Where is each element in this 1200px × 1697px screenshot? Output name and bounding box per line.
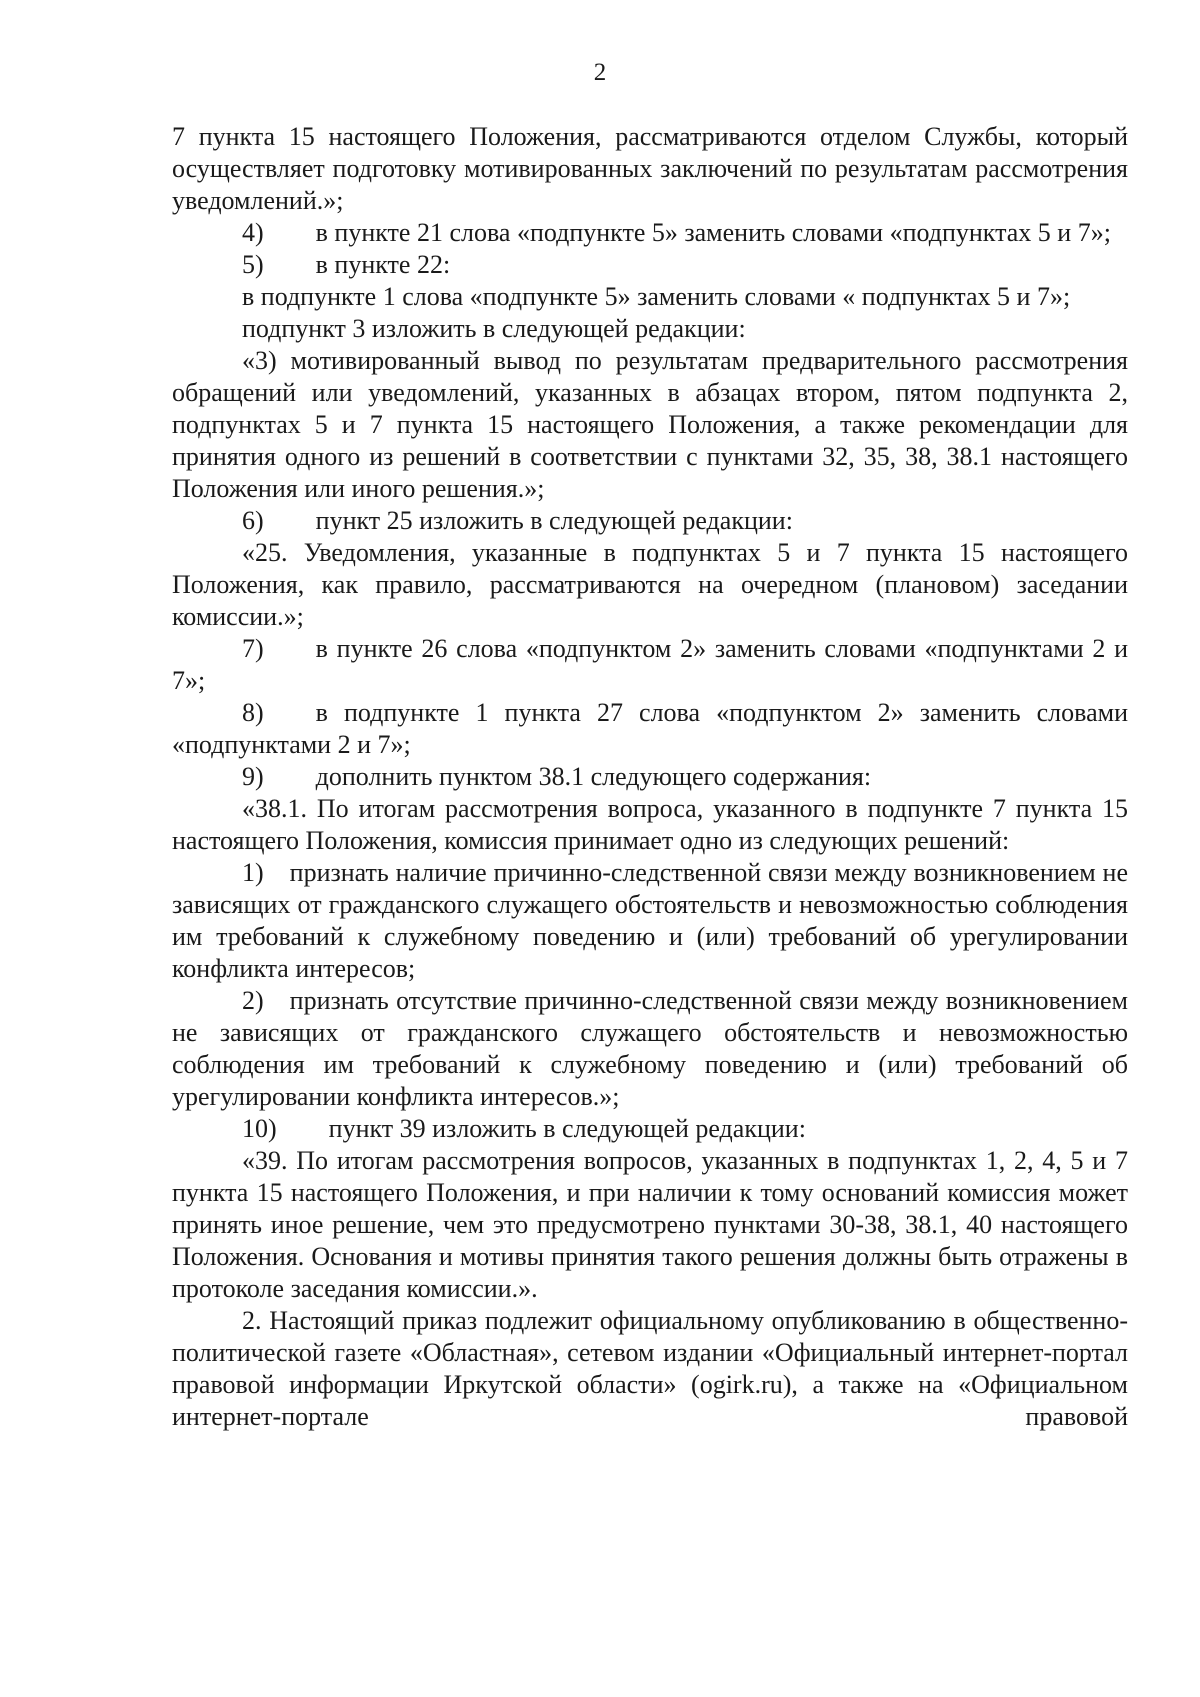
paragraph-section-2: 2. Настоящий приказ подлежит официальному опубликованию в общественно-политической газете «Областная», сетевом издании «Официальный интернет-портал правовой информации Иркутской области» (ogirk.ru), а также на «Официальном интернет-портале правовой [172,1306,1128,1431]
page-number: 2 [593,59,607,86]
paragraph-point-39: «39. По итогам рассмотрения вопросов, указанных в подпунктах 1, 2, 4, 5 и 7 пункта 15 настоящего Положения, и при наличии к тому оснований комиссия может принять иное решение, чем это предусмотрено пунктами 30-38, 38.1, 40 настоящего Положения. Основания и мотивы принятия такого решения должны быть отражены в протоколе заседания комиссии.». [172,1146,1128,1303]
paragraph-decision-1: 1) признать наличие причинно-следственной связи между возникновением не зависящих от гражданского служащего обстоятельств и невозможностью соблюдения им требований к служебному поведению и (или) требований об урегулировании конфликта интересов; [172,858,1128,983]
paragraph-item-9: 9) дополнить пунктом 38.1 следующего содержания: [242,762,872,791]
paragraph-item-6: 6) пункт 25 изложить в следующей редакции: [242,506,793,535]
paragraph-decision-2: 2) признать отсутствие причинно-следственной связи между возникновением не зависящих от гражданского служащего обстоятельств и невозможностью соблюдения им требований к служебному поведению и (или) требований об урегулировании конфликта интересов.»; [172,986,1128,1111]
paragraph-item-7: 7) в пункте 26 слова «подпунктом 2» заменить словами «подпунктами 2 и 7»; [172,634,1128,695]
document-body [172,121,1128,1433]
paragraph-point-25: «25. Уведомления, указанные в подпунктах 5 и 7 пункта 15 настоящего Положения, как правило, рассматриваются на очередном (плановом) заседании комиссии.»; [172,538,1128,631]
paragraph-item-5: 5) в пункте 22: [242,250,451,279]
paragraph-item-10: 10) пункт 39 изложить в следующей редакции: [242,1114,806,1143]
paragraph-point-38-1: «38.1. По итогам рассмотрения вопроса, указанного в подпункте 7 пункта 15 настоящего Положения, комиссия принимает одно из следующих решений: [172,794,1128,855]
paragraph-subitem-3-intro: подпункт 3 изложить в следующей редакции: [242,314,746,343]
paragraph-subitem-1: в подпункте 1 слова «подпункте 5» заменить словами « подпунктах 5 и 7»; [242,282,1071,311]
paragraph-item-8: 8) в подпункте 1 пункта 27 слова «подпунктом 2» заменить словами «подпунктами 2 и 7»; [172,698,1128,759]
paragraph-item-4: 4) в пункте 21 слова «подпункте 5» заменить словами «подпунктах 5 и 7»; [242,218,1111,247]
paragraph-continuation: 7 пункта 15 настоящего Положения, рассматриваются отделом Службы, который осуществляет подготовку мотивированных заключений по результатам рассмотрения уведомлений.»; [172,122,1128,215]
paragraph-subitem-3-text: «3) мотивированный вывод по результатам предварительного рассмотрения обращений или уведомлений, указанных в абзацах втором, пятом подпункта 2, подпунктах 5 и 7 пункта 15 настоящего Положения, а также рекомендации для принятия одного из решений в соответствии с пунктами 32, 35, 38, 38.1 настоящего Положения или иного решения.»; [172,346,1128,503]
